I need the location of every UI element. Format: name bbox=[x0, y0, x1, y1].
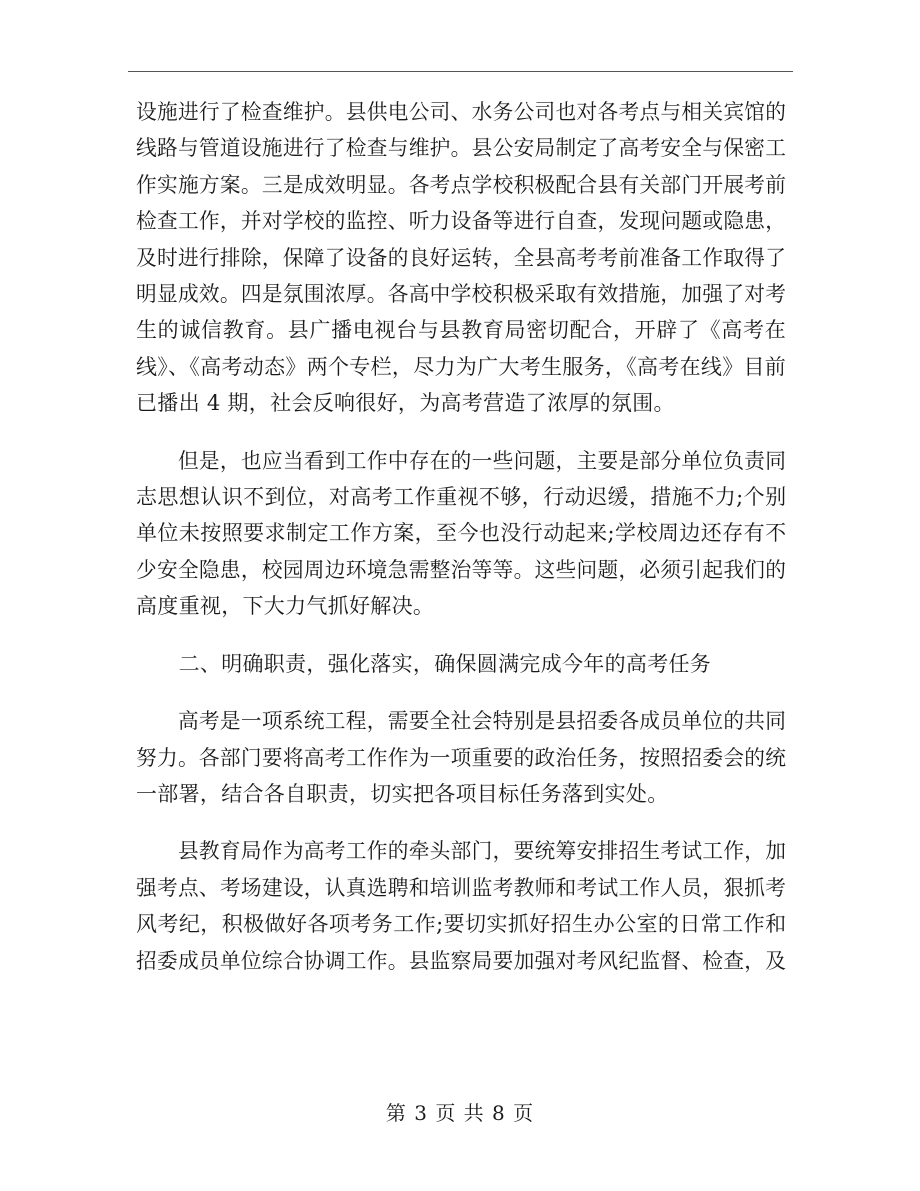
text-line: 作实施方案。三是成效明显。各考点学校积极配合县有关部门开展考前 bbox=[136, 172, 787, 197]
text-line: 生的诚信教育。县广播电视台与县教育局密切配合，开辟了《高考在 bbox=[136, 318, 787, 343]
text-line: 风考纪，积极做好各项考务工作;要切实抓好招生办公室的日常工作和 bbox=[136, 912, 787, 937]
body-text bbox=[136, 94, 786, 1000]
text-line: 强考点、考场建设，认真选聘和培训监考教师和考试工作人员，狠抓考 bbox=[136, 875, 787, 900]
text-line: 二、明确职责，强化落实，确保圆满完成今年的高考任务 bbox=[136, 651, 712, 676]
paragraph-3 bbox=[136, 703, 786, 812]
paragraph-1 bbox=[136, 94, 786, 422]
text-line: 努力。各部门要将高考工作作为一项重要的政治任务，按照招委会的统 bbox=[136, 745, 787, 770]
paragraph-2 bbox=[136, 443, 786, 625]
text-line: 少安全隐患，校园周边环境急需整治等等。这些问题，必须引起我们的 bbox=[136, 557, 787, 582]
section-heading bbox=[136, 646, 786, 682]
header-divider bbox=[128, 71, 793, 72]
text-line: 已播出 4 期，社会反响很好，为高考营造了浓厚的氛围。 bbox=[136, 391, 675, 416]
paragraph-4 bbox=[136, 833, 786, 979]
text-line: 志思想认识不到位，对高考工作重视不够，行动迟缓，措施不力;个别 bbox=[136, 485, 787, 510]
page-number: 第 3 页 共 8 页 bbox=[385, 1101, 535, 1125]
text-line: 线》、《高考动态》两个专栏，尽力为广大考生服务，《高考在线》目前 bbox=[136, 354, 787, 379]
text-line: 明显成效。四是氛围浓厚。各高中学校积极采取有效措施，加强了对考 bbox=[136, 282, 787, 307]
text-line: 设施进行了检查维护。县供电公司、水务公司也对各考点与相关宾馆的 bbox=[136, 100, 787, 124]
text-line: 县教育局作为高考工作的牵头部门，要统筹安排招生考试工作，加 bbox=[136, 839, 787, 864]
text-line: 招委成员单位综合协调工作。县监察局要加强对考风纪监督、检查，及 bbox=[136, 948, 787, 973]
text-line: 及时进行排除，保障了设备的良好运转，全县高考考前准备工作取得了 bbox=[136, 245, 787, 270]
text-line: 单位未按照要求制定工作方案，至今也没行动起来;学校周边还存有不 bbox=[136, 521, 787, 546]
text-line: 但是，也应当看到工作中存在的一些问题，主要是部分单位负责同 bbox=[136, 448, 787, 473]
text-line: 高度重视，下大力气抓好解决。 bbox=[136, 594, 435, 619]
text-line: 线路与管道设施进行了检查与维护。县公安局制定了高考安全与保密工 bbox=[136, 136, 787, 161]
text-line: 一部署，结合各自职责，切实把各项目标任务落到实处。 bbox=[136, 781, 669, 806]
text-line: 检查工作，并对学校的监控、听力设备等进行自查，发现问题或隐患， bbox=[136, 209, 787, 234]
text-line: 高考是一项系统工程，需要全社会特别是县招委各成员单位的共同 bbox=[136, 709, 787, 734]
